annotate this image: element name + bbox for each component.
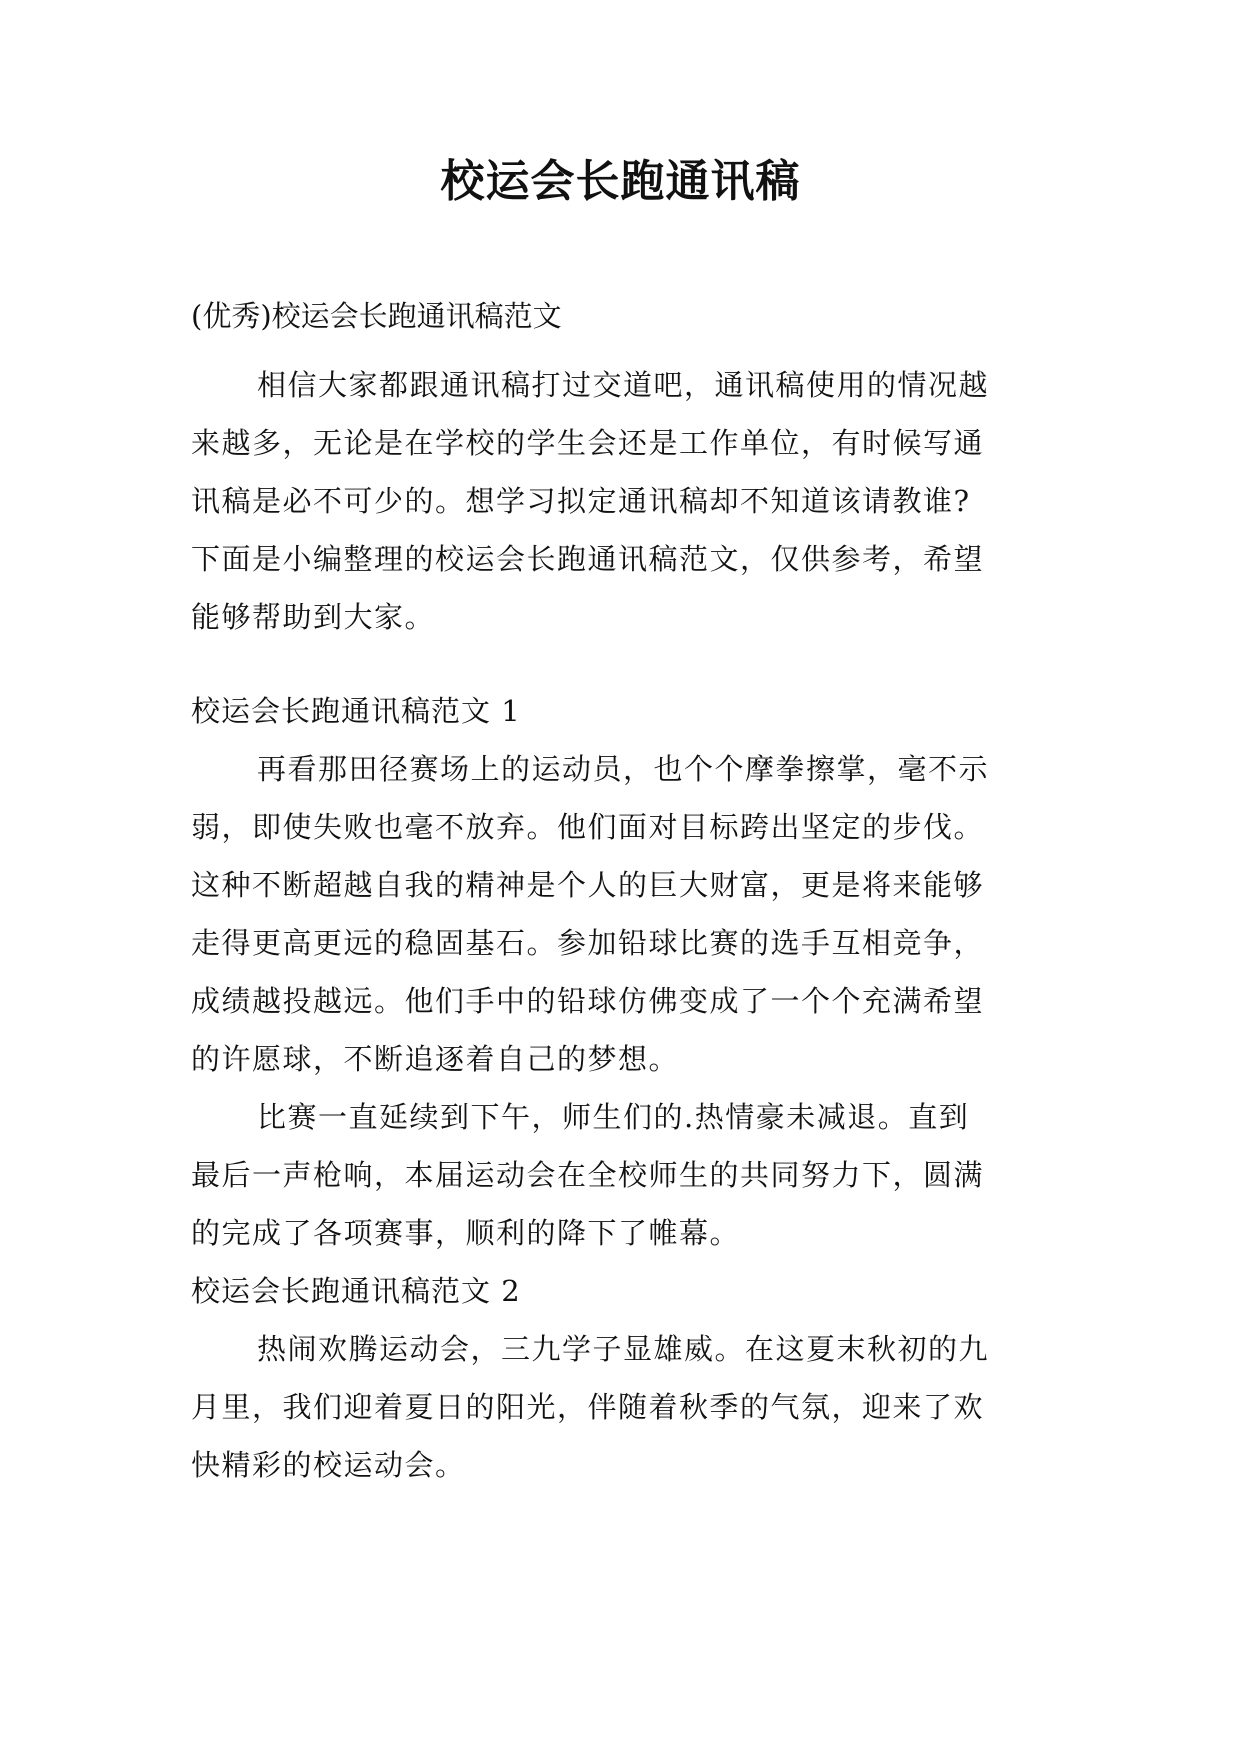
section-1-heading-block [191,682,1061,740]
intro-line: 相信大家都跟通讯稿打过交道吧，通讯稿使用的情况越 [257,368,990,402]
paragraph-line: 热闹欢腾运动会，三九学子显雄威。在这夏末秋初的九 [257,1332,990,1366]
section-1-paragraph-1 [191,740,1061,1088]
document-subtitle: (优秀)校运会长跑通讯稿范文 [191,299,562,333]
intro-line: 能够帮助到大家。 [191,600,436,634]
section-heading: 校运会长跑通讯稿范文 2 [191,1274,521,1308]
paragraph-line: 比赛一直延续到下午，师生们的.热情豪未减退。直到 [257,1100,970,1134]
intro-line: 下面是小编整理的校运会长跑通讯稿范文，仅供参考，希望 [191,542,985,576]
section-2-heading-block [191,1262,1061,1320]
intro-paragraph [191,356,1061,646]
section-heading: 校运会长跑通讯稿范文 1 [191,694,521,728]
paragraph-line: 快精彩的校运动会。 [191,1448,466,1482]
paragraph-line: 这种不断超越自我的精神是个人的巨大财富，更是将来能够 [191,868,985,902]
paragraph-line: 的许愿球，不断追逐着自己的梦想。 [191,1042,680,1076]
section-1-paragraph-2 [191,1088,1061,1262]
paragraph-line: 走得更高更远的稳固基石。参加铅球比赛的选手互相竞争， [191,926,985,960]
paragraph-line: 最后一声枪响，本届运动会在全校师生的共同努力下，圆满 [191,1158,985,1192]
paragraph-line: 弱，即使失败也毫不放弃。他们面对目标跨出坚定的步伐。 [191,810,985,844]
paragraph-line: 月里，我们迎着夏日的阳光，伴随着秋季的气氛，迎来了欢 [191,1390,985,1424]
section-2-paragraph-1 [191,1320,1061,1494]
paragraph-line: 再看那田径赛场上的运动员，也个个摩拳擦掌，毫不示 [257,752,990,786]
paragraph-line: 的完成了各项赛事，顺利的降下了帷幕。 [191,1216,741,1250]
intro-line: 来越多，无论是在学校的学生会还是工作单位，有时候写通 [191,426,985,460]
document-title: 校运会长跑通讯稿 [440,156,801,207]
paragraph-line: 成绩越投越远。他们手中的铅球仿佛变成了一个个充满希望 [191,984,985,1018]
intro-line: 讯稿是必不可少的。想学习拟定通讯稿却不知道该请教谁? [191,484,971,518]
